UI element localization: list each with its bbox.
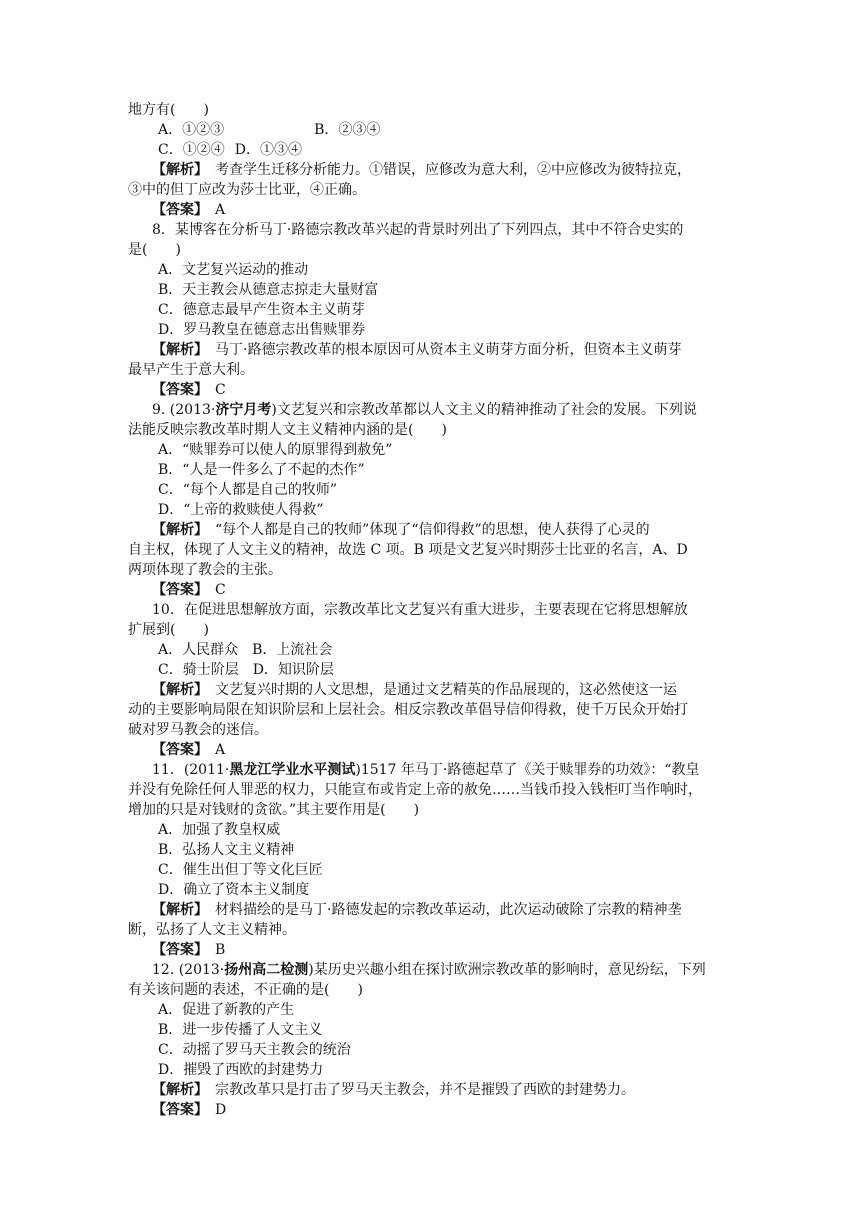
q11-analysis-text-1: 材料描绘的是马丁·路德发起的宗教改革运动，此次运动破除了宗教的精神垄: [215, 902, 682, 918]
q9-number: 9. (2013·: [152, 402, 216, 418]
answer-label: 【答案】: [152, 582, 201, 598]
q7-analysis: [128, 160, 738, 180]
q10-answer: [128, 740, 738, 760]
q8-option-b: B．天主教会从德意志掠走大量财富: [158, 282, 379, 298]
q11-stem-2: 并没有免除任何人罪恶的权力，只能宣布或肯定上帝的赦免……当钱币投入钱柜叮当作响时，: [128, 782, 702, 798]
q9-answer-value: C: [215, 582, 226, 598]
q10-stem-1: 10．在促进思想解放方面，宗教改革比文艺复兴有重大进步，主要表现在它将思想解放: [152, 602, 688, 618]
q7-analysis-text-1: 考查学生迁移分析能力。①错误，应修改为意大利，②中应修改为彼特拉克，: [215, 162, 691, 178]
q10-options-ab: A．人民群众 B．上流社会: [158, 642, 333, 658]
analysis-label: 【解析】: [152, 162, 201, 178]
q8-answer: [128, 380, 738, 400]
q8-option-c: C．德意志最早产生资本主义萌芽: [158, 302, 365, 318]
q11-source: 黑龙江学业水平测试: [229, 763, 356, 778]
q11-stem-3: 增加的只是对钱财的贪欲。”其主要作用是( ): [128, 802, 420, 818]
document-body: [128, 100, 738, 1120]
analysis-label: 【解析】: [152, 522, 201, 538]
q9-analysis-text-3: 两项体现了教会的主张。: [128, 562, 282, 578]
q7-option-a: A．①②③: [158, 122, 225, 138]
q9-analysis-text-1: “每个人都是自己的牧师”体现了“信仰得救”的思想，使人获得了心灵的: [215, 522, 650, 538]
q12-number: 12. (2013·: [152, 962, 225, 978]
answer-label: 【答案】: [152, 942, 201, 958]
q8-analysis-text-1: 马丁·路德宗教改革的根本原因可从资本主义萌芽方面分析，但资本主义萌芽: [215, 342, 682, 358]
answer-label: 【答案】: [152, 742, 201, 758]
q7-option-c: C．①②④: [158, 142, 225, 158]
q9-source: 济宁月考: [215, 403, 272, 418]
q11-stem-1: [128, 760, 738, 780]
q11-option-a: A．加强了教皇权威: [158, 822, 281, 838]
q11-option-d: D．确立了资本主义制度: [158, 882, 310, 898]
q9-option-d: D．“上帝的救赎使人得救”: [158, 502, 324, 518]
q9-answer: [128, 580, 738, 600]
q12-source: 扬州高二检测: [224, 963, 309, 978]
q8-analysis: [128, 340, 738, 360]
q8-option-a: A．文艺复兴运动的推动: [158, 262, 309, 278]
q7-option-b: B．②③④: [314, 122, 381, 138]
q11-option-c: C．催生出但丁等文化巨匠: [158, 862, 323, 878]
q9-option-a: A．“赎罪券可以使人的原罪得到赦免”: [158, 442, 393, 458]
analysis-label: 【解析】: [152, 342, 201, 358]
q12-option-b: B．进一步传播了人文主义: [158, 1022, 323, 1038]
q7-options-ab: [128, 120, 738, 140]
q10-analysis-text-2: 动的主要影响局限在知识阶层和上层社会。相反宗教改革倡导信仰得救，使千万民众开始打: [128, 702, 688, 718]
q7-option-d: D．①③④: [234, 142, 302, 158]
q9-stem-2: 法能反映宗教改革时期人文主义精神内涵的是( ): [128, 422, 447, 438]
q11-option-b: B．弘扬人文主义精神: [158, 842, 295, 858]
q10-stem-2: 扩展到( ): [128, 622, 209, 638]
analysis-label: 【解析】: [152, 1082, 201, 1098]
q11-analysis-text-2: 断，弘扬了人文主义精神。: [128, 922, 296, 938]
q12-stem-2: 有关该问题的表述，不正确的是( ): [128, 982, 363, 998]
q10-analysis-text-1: 文艺复兴时期的人文思想，是通过文艺精英的作品展现的，这必然使这一运: [215, 682, 677, 698]
q7-options-cd: [128, 140, 738, 160]
q8-answer-value: C: [215, 382, 226, 398]
q12-stem-text: )某历史兴趣小组在探讨欧洲宗教改革的影响时，意见纷纭，下列: [308, 962, 706, 978]
q8-option-d: D．罗马教皇在德意志出售赎罪券: [158, 322, 366, 338]
q10-options-cd: C．骑士阶层 D．知识阶层: [158, 662, 334, 678]
q10-answer-value: A: [215, 742, 226, 758]
analysis-label: 【解析】: [152, 682, 201, 698]
q8-analysis-text-2: 最早产生于意大利。: [128, 362, 254, 378]
q12-answer: [128, 1100, 738, 1120]
q12-analysis-text-1: 宗教改革只是打击了罗马天主教会，并不是摧毁了西欧的封建势力。: [215, 1082, 635, 1098]
q11-answer: [128, 940, 738, 960]
q11-stem-text: )1517 年马丁·路德起草了《关于赎罪券的功效》：“教皇: [355, 762, 700, 778]
q7-analysis-text-2: ③中的但丁应改为莎士比亚，④正确。: [128, 182, 366, 198]
q7-answer-value: A: [215, 202, 226, 218]
q9-option-b: B．“人是一件多么了不起的杰作”: [158, 462, 365, 478]
q12-analysis: [128, 1080, 738, 1100]
q9-stem-text: )文艺复兴和宗教改革都以人文主义的精神推动了社会的发展。下列说: [271, 402, 697, 418]
q9-analysis-text-2: 自主权，体现了人文主义的精神，故选 C 项。B 项是文艺复兴时期莎士比亚的名言，A、D: [128, 542, 688, 558]
q8-stem-2: 是( ): [128, 242, 181, 258]
q12-option-a: A．促进了新教的产生: [158, 1002, 295, 1018]
analysis-label: 【解析】: [152, 902, 201, 918]
q8-stem-1: 8．某博客在分析马丁·路德宗教改革兴起的背景时列出了下列四点，其中不符合史实的: [152, 222, 684, 238]
q12-stem-1: [128, 960, 738, 980]
q9-option-c: C．“每个人都是自己的牧师”: [158, 482, 338, 498]
q12-answer-value: D: [215, 1102, 227, 1118]
q10-analysis: [128, 680, 738, 700]
q7-stem-tail: 地方有( ): [128, 102, 209, 118]
q11-number: 11．(2011·: [152, 762, 230, 778]
q7-answer: [128, 200, 738, 220]
q10-analysis-text-3: 破对罗马教会的迷信。: [128, 722, 268, 738]
q9-analysis: [128, 520, 738, 540]
q11-analysis: [128, 900, 738, 920]
answer-label: 【答案】: [152, 202, 201, 218]
q11-answer-value: B: [215, 942, 226, 958]
q12-option-d: D．摧毁了西欧的封建势力: [158, 1062, 324, 1078]
q12-option-c: C．动摇了罗马天主教会的统治: [158, 1042, 351, 1058]
answer-label: 【答案】: [152, 1102, 201, 1118]
answer-label: 【答案】: [152, 382, 201, 398]
q9-stem-1: [128, 400, 738, 420]
